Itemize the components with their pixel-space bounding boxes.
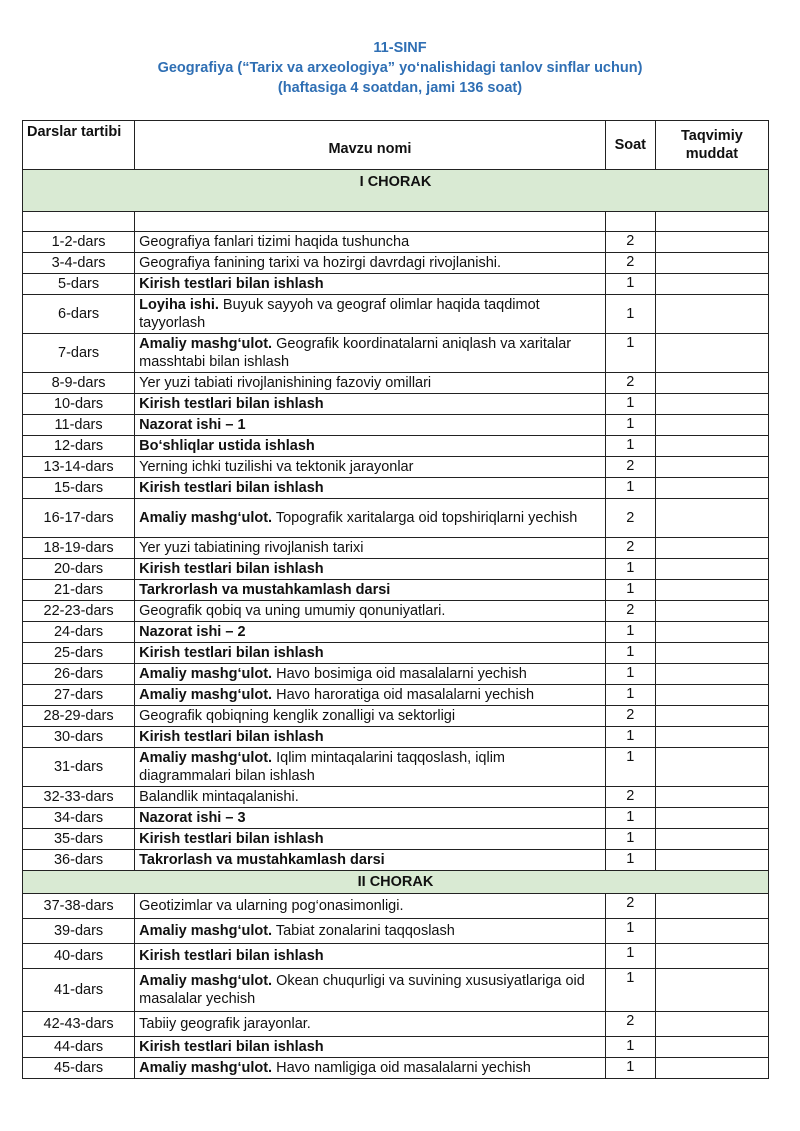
quarter-title: I CHORAK: [23, 170, 769, 212]
lesson-topic-text: Geografiya fanining tarixi va hozirgi davrdagi rivojlanishi.: [139, 255, 502, 271]
lesson-topic: [135, 580, 606, 601]
lesson-hours: 1: [605, 850, 655, 871]
lesson-number: 10-dars: [23, 394, 135, 415]
lesson-calendar: [655, 499, 768, 538]
lesson-hours: 2: [605, 1012, 655, 1037]
table-row: [23, 394, 769, 415]
lesson-calendar: [655, 944, 768, 969]
lesson-hours: 1: [605, 685, 655, 706]
lesson-hours: 1: [605, 415, 655, 436]
lesson-topic-bold: Amaliy mashg‘ulot.: [139, 1060, 273, 1076]
table-row: [23, 274, 769, 295]
lesson-topic-text: Okean chuqurligi va suvining xususiyatlariga oid masalalar yechish: [139, 973, 585, 1007]
lesson-number: 11-dars: [23, 415, 135, 436]
lesson-topic-text: Geotizimlar va ularning pog‘onasimonligi.: [139, 898, 404, 914]
table-row: [23, 829, 769, 850]
lesson-calendar: [655, 232, 768, 253]
table-row: [23, 944, 769, 969]
lesson-calendar: [655, 394, 768, 415]
table-row: [23, 894, 769, 919]
lesson-topic: [135, 643, 606, 664]
lesson-calendar: [655, 643, 768, 664]
lesson-calendar: [655, 334, 768, 373]
lesson-number: 26-dars: [23, 664, 135, 685]
table-row: [23, 727, 769, 748]
lesson-hours: 2: [605, 706, 655, 727]
table-row: [23, 373, 769, 394]
lesson-hours: 1: [605, 664, 655, 685]
lesson-topic-bold: Bo‘shliqlar ustida ishlash: [139, 438, 315, 454]
lesson-calendar: [655, 787, 768, 808]
lesson-topic-bold: Kirish testlari bilan ishlash: [139, 396, 324, 412]
lesson-calendar: [655, 829, 768, 850]
quarter-row-2: [23, 871, 769, 894]
table-row: [23, 232, 769, 253]
lesson-number: 28-29-dars: [23, 706, 135, 727]
lesson-topic: [135, 1058, 606, 1079]
lesson-hours: 1: [605, 394, 655, 415]
lesson-topic: [135, 969, 606, 1012]
lesson-number: 5-dars: [23, 274, 135, 295]
lesson-topic-bold: Kirish testlari bilan ishlash: [139, 948, 324, 964]
grade-title: 11-SINF: [373, 40, 427, 56]
lesson-hours: 1: [605, 808, 655, 829]
lesson-topic-text: Tabiiy geografik jarayonlar.: [139, 1016, 311, 1032]
lesson-hours: 1: [605, 969, 655, 1012]
table-row: [23, 919, 769, 944]
lesson-calendar: [655, 478, 768, 499]
table-row: [23, 1037, 769, 1058]
lesson-topic: [135, 394, 606, 415]
lesson-number: 1-2-dars: [23, 232, 135, 253]
lesson-number: 24-dars: [23, 622, 135, 643]
lesson-hours: 1: [605, 727, 655, 748]
lesson-topic-text: Geografik qobiqning kenglik zonalligi va sektorligi: [139, 708, 456, 724]
lesson-number: 45-dars: [23, 1058, 135, 1079]
lesson-hours: 1: [605, 334, 655, 373]
lesson-calendar: [655, 622, 768, 643]
lesson-topic-bold: Amaliy mashg‘ulot.: [139, 666, 273, 682]
lesson-calendar: [655, 538, 768, 559]
lesson-topic: [135, 664, 606, 685]
lesson-topic-bold: Amaliy mashg‘ulot.: [139, 687, 273, 703]
lesson-calendar: [655, 601, 768, 622]
lesson-hours: 1: [605, 829, 655, 850]
lesson-hours: 2: [605, 601, 655, 622]
lesson-calendar: [655, 685, 768, 706]
table-row: [23, 601, 769, 622]
lesson-number: 21-dars: [23, 580, 135, 601]
lesson-topic: [135, 829, 606, 850]
lesson-topic-bold: Amaliy mashg‘ulot.: [139, 923, 273, 939]
lesson-hours: 1: [605, 274, 655, 295]
lesson-hours: 1: [605, 622, 655, 643]
lesson-calendar: [655, 748, 768, 787]
lesson-hours: 2: [605, 499, 655, 538]
lesson-number: 18-19-dars: [23, 538, 135, 559]
table-row: [23, 499, 769, 538]
lesson-hours: 2: [605, 232, 655, 253]
table-row: [23, 706, 769, 727]
table-row: [23, 622, 769, 643]
lesson-hours: 2: [605, 373, 655, 394]
column-header-hours: Soat: [605, 121, 655, 170]
lesson-topic: [135, 457, 606, 478]
lesson-calendar: [655, 559, 768, 580]
lesson-topic: [135, 334, 606, 373]
lesson-hours: 2: [605, 457, 655, 478]
lesson-number: 8-9-dars: [23, 373, 135, 394]
lesson-topic: [135, 478, 606, 499]
lesson-number: 32-33-dars: [23, 787, 135, 808]
lesson-topic: [135, 1012, 606, 1037]
lesson-topic: [135, 559, 606, 580]
lesson-topic: [135, 706, 606, 727]
lesson-topic: [135, 727, 606, 748]
table-row: [23, 334, 769, 373]
lesson-calendar: [655, 850, 768, 871]
lesson-hours: 1: [605, 748, 655, 787]
lesson-topic-text: Yer yuzi tabiati rivojlanishining fazoviy omillari: [139, 375, 432, 391]
lesson-number: 36-dars: [23, 850, 135, 871]
lesson-calendar: [655, 1012, 768, 1037]
lesson-calendar: [655, 580, 768, 601]
lesson-topic-bold: Amaliy mashg‘ulot.: [139, 973, 273, 989]
column-header-order: Darslar tartibi: [23, 121, 135, 170]
lesson-number: 16-17-dars: [23, 499, 135, 538]
column-header-calendar: Taqvimiy muddat: [655, 121, 768, 170]
lesson-number: 44-dars: [23, 1037, 135, 1058]
lesson-calendar: [655, 706, 768, 727]
lesson-topic: [135, 622, 606, 643]
lesson-topic: [135, 295, 606, 334]
lesson-hours: 1: [605, 919, 655, 944]
lesson-hours: 2: [605, 253, 655, 274]
lesson-number: 7-dars: [23, 334, 135, 373]
lesson-number: 22-23-dars: [23, 601, 135, 622]
table-row: [23, 580, 769, 601]
lesson-number: 34-dars: [23, 808, 135, 829]
table-row: [23, 436, 769, 457]
lesson-topic-bold: Amaliy mashg‘ulot.: [139, 336, 273, 352]
lesson-topic-text: Tabiat zonalarini taqqoslash: [272, 923, 455, 939]
lesson-number: 31-dars: [23, 748, 135, 787]
quarter-row-1: [23, 170, 769, 212]
lesson-topic: [135, 850, 606, 871]
lesson-hours: 1: [605, 1058, 655, 1079]
lesson-number: 30-dars: [23, 727, 135, 748]
lesson-number: 25-dars: [23, 643, 135, 664]
table-row: [23, 748, 769, 787]
lesson-topic: [135, 808, 606, 829]
lesson-topic-bold: Nazorat ishi – 1: [139, 417, 246, 433]
lesson-topic: [135, 373, 606, 394]
lesson-number: 27-dars: [23, 685, 135, 706]
table-row: [23, 415, 769, 436]
table-row: [23, 643, 769, 664]
lesson-topic-text: Buyuk sayyoh va geograf olimlar haqida taqdimot tayyorlash: [139, 297, 540, 331]
lesson-number: 35-dars: [23, 829, 135, 850]
lesson-hours: 2: [605, 538, 655, 559]
lesson-number: 37-38-dars: [23, 894, 135, 919]
lesson-topic-bold: Kirish testlari bilan ishlash: [139, 645, 324, 661]
lesson-hours: 1: [605, 643, 655, 664]
lesson-hours: 1: [605, 580, 655, 601]
lesson-topic-bold: Amaliy mashg‘ulot.: [139, 750, 273, 766]
hours-note: (haftasiga 4 soatdan, jami 136 soat): [277, 80, 523, 96]
lesson-topic-bold: Kirish testlari bilan ishlash: [139, 561, 324, 577]
lesson-calendar: [655, 664, 768, 685]
lesson-topic-text: Geografik qobiq va uning umumiy qonuniyatlari.: [139, 603, 446, 619]
lesson-number: 12-dars: [23, 436, 135, 457]
lesson-number: 20-dars: [23, 559, 135, 580]
lesson-hours: 1: [605, 559, 655, 580]
lesson-hours: 1: [605, 1037, 655, 1058]
lesson-topic-bold: Kirish testlari bilan ishlash: [139, 480, 324, 496]
document-header: [0, 38, 800, 98]
table-row: [23, 478, 769, 499]
lesson-calendar: [655, 415, 768, 436]
table-row: [23, 664, 769, 685]
lesson-number: 6-dars: [23, 295, 135, 334]
lesson-hours: 1: [605, 295, 655, 334]
lesson-topic-text: Balandlik mintaqalanishi.: [139, 789, 299, 805]
table-row: [23, 538, 769, 559]
table-row: [23, 808, 769, 829]
lesson-topic: [135, 685, 606, 706]
lesson-topic-text: Havo namligiga oid masalalarni yechish: [272, 1060, 531, 1076]
table-row: [23, 295, 769, 334]
table-row: [23, 969, 769, 1012]
lesson-topic: [135, 748, 606, 787]
lesson-topic: [135, 919, 606, 944]
lesson-hours: 2: [605, 894, 655, 919]
lesson-hours: 1: [605, 478, 655, 499]
table-row: [23, 457, 769, 478]
lesson-topic: [135, 436, 606, 457]
lesson-topic-text: Yer yuzi tabiatining rivojlanish tarixi: [139, 540, 364, 556]
lesson-calendar: [655, 808, 768, 829]
lesson-hours: 1: [605, 944, 655, 969]
lesson-topic-bold: Loyiha ishi.: [139, 297, 219, 313]
column-header-topic: Mavzu nomi: [135, 121, 606, 170]
lesson-number: 40-dars: [23, 944, 135, 969]
lesson-topic: [135, 601, 606, 622]
lesson-topic-bold: Tarkrorlash va mustahkamlash darsi: [139, 582, 391, 598]
lesson-topic: [135, 787, 606, 808]
lesson-topic-text: Iqlim mintaqalarini taqqoslash, iqlim diagrammalari bilan ishlash: [139, 750, 505, 784]
lesson-calendar: [655, 919, 768, 944]
spacer-row: [23, 212, 769, 232]
lesson-calendar: [655, 969, 768, 1012]
lesson-calendar: [655, 295, 768, 334]
lesson-topic-text: Yerning ichki tuzilishi va tektonik jarayonlar: [139, 459, 414, 475]
lesson-topic: [135, 944, 606, 969]
lesson-hours: 1: [605, 436, 655, 457]
lesson-topic-text: Havo haroratiga oid masalalarni yechish: [272, 687, 535, 703]
lesson-topic-bold: Amaliy mashg‘ulot.: [139, 510, 273, 526]
lesson-number: 15-dars: [23, 478, 135, 499]
lesson-topic-bold: Nazorat ishi – 2: [139, 624, 246, 640]
quarter-title: II CHORAK: [23, 871, 769, 894]
table-row: [23, 253, 769, 274]
lesson-plan-table: [22, 120, 769, 1079]
table-row: [23, 787, 769, 808]
lesson-topic-bold: Kirish testlari bilan ishlash: [139, 831, 324, 847]
table-row: [23, 1012, 769, 1037]
lesson-topic: [135, 253, 606, 274]
lesson-calendar: [655, 1058, 768, 1079]
lesson-hours: 2: [605, 787, 655, 808]
lesson-topic: [135, 894, 606, 919]
table-row: [23, 850, 769, 871]
lesson-topic: [135, 274, 606, 295]
lesson-calendar: [655, 253, 768, 274]
lesson-number: 13-14-dars: [23, 457, 135, 478]
lesson-calendar: [655, 1037, 768, 1058]
lesson-topic: [135, 538, 606, 559]
lesson-topic-text: Geografiya fanlari tizimi haqida tushuncha: [139, 234, 410, 250]
lesson-topic: [135, 499, 606, 538]
table-header-row: [23, 121, 769, 170]
lesson-calendar: [655, 373, 768, 394]
lesson-number: 3-4-dars: [23, 253, 135, 274]
lesson-topic-bold: Nazorat ishi – 3: [139, 810, 246, 826]
lesson-topic-bold: Takrorlash va mustahkamlash darsi: [139, 852, 385, 868]
lesson-topic-text: Topografik xaritalarga oid topshiriqlarni yechish: [272, 510, 578, 526]
lesson-number: 39-dars: [23, 919, 135, 944]
lesson-topic-text: Geografik koordinatalarni aniqlash va xaritalar masshtabi bilan ishlash: [139, 336, 572, 370]
lesson-topic-bold: Kirish testlari bilan ishlash: [139, 1039, 324, 1055]
lesson-number: 41-dars: [23, 969, 135, 1012]
lesson-calendar: [655, 894, 768, 919]
lesson-calendar: [655, 436, 768, 457]
lesson-calendar: [655, 274, 768, 295]
table-row: [23, 685, 769, 706]
lesson-calendar: [655, 457, 768, 478]
subject-title: Geografiya (“Tarix va arxeologiya” yo‘nalishidagi tanlov sinflar uchun): [157, 60, 643, 76]
lesson-number: 42-43-dars: [23, 1012, 135, 1037]
lesson-topic: [135, 1037, 606, 1058]
lesson-topic: [135, 232, 606, 253]
lesson-calendar: [655, 727, 768, 748]
lesson-topic-bold: Kirish testlari bilan ishlash: [139, 729, 324, 745]
lesson-topic: [135, 415, 606, 436]
lesson-topic-bold: Kirish testlari bilan ishlash: [139, 276, 324, 292]
table-row: [23, 559, 769, 580]
lesson-topic-text: Havo bosimiga oid masalalarni yechish: [272, 666, 527, 682]
table-row: [23, 1058, 769, 1079]
